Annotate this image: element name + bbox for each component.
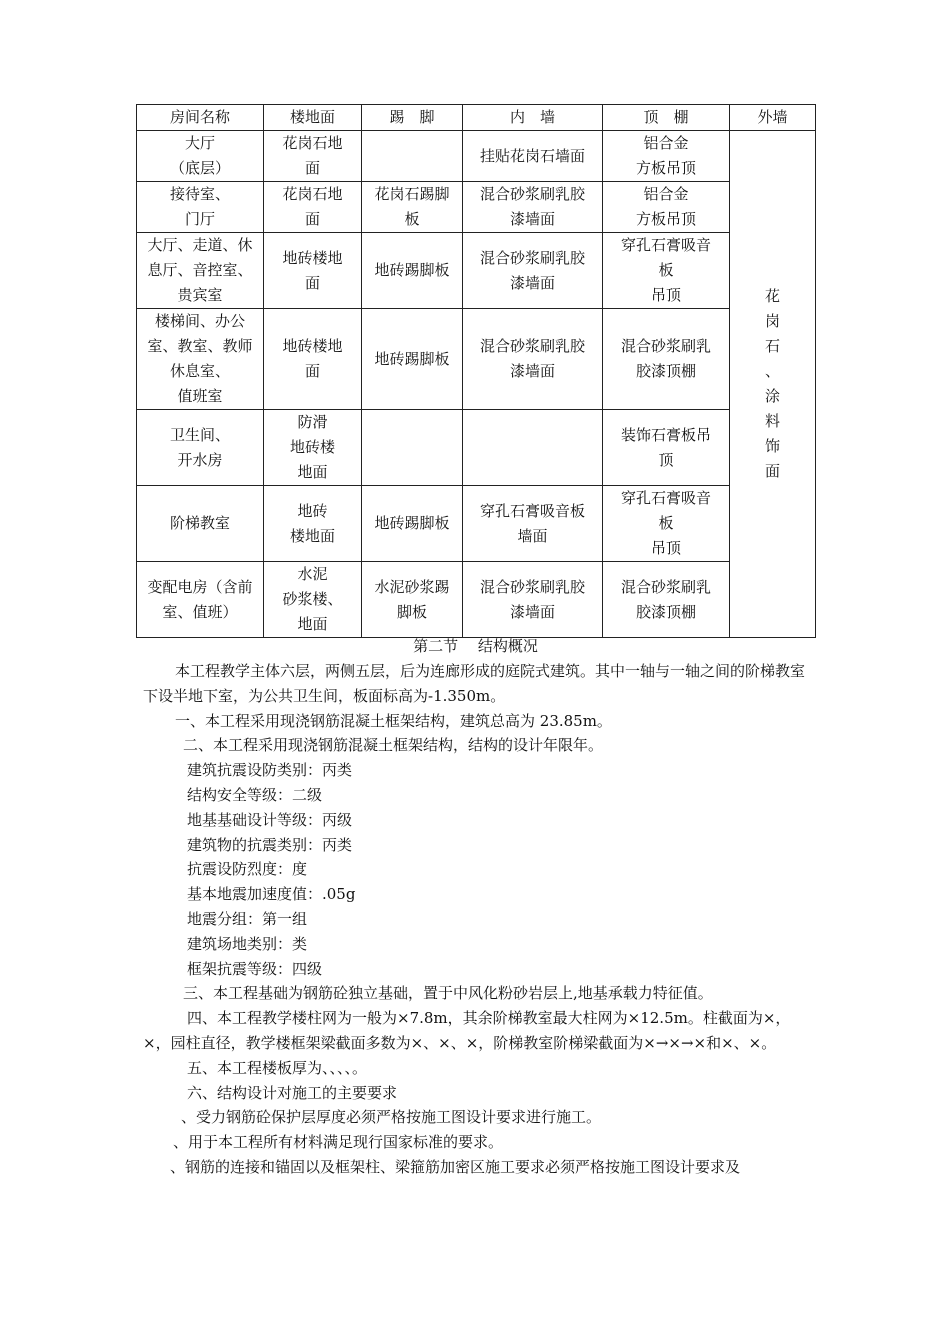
cell-skirting: 地砖踢脚板	[362, 233, 463, 309]
header-skirting: 踢 脚	[362, 105, 463, 131]
cell-interior-wall: 挂贴花岗石墙面	[463, 131, 603, 182]
cell-room-name: 楼梯间、办公 室、教室、教师 休息室、 值班室	[137, 309, 264, 410]
spec-safety-grade: 结构安全等级：二级	[187, 785, 323, 804]
cell-ceiling: 混合砂浆刷乳 胶漆顶棚	[603, 309, 730, 410]
cell-exterior-wall: 花 岗 石 、 涂 料 饰 面	[730, 131, 816, 638]
cell-floor: 花岗石地 面	[264, 131, 362, 182]
table-row	[137, 182, 816, 233]
cell-floor: 地砖楼地 面	[264, 309, 362, 410]
header-ceiling: 顶 棚	[603, 105, 730, 131]
cell-floor: 水泥 砂浆楼、 地面	[264, 562, 362, 638]
header-room-name: 房间名称	[137, 105, 264, 131]
requirement-3: 、钢筋的连接和锚固以及框架柱、梁箍筋加密区施工要求必须严格按施工图设计要求及	[170, 1157, 741, 1176]
structure-overview-text	[143, 659, 811, 1180]
section-title: 第二节 结构概况	[413, 637, 538, 655]
cell-ceiling: 混合砂浆刷乳 胶漆顶棚	[603, 562, 730, 638]
paragraph-item-2: 二、本工程采用现浇钢筋混凝土框架结构，结构的设计年限年。	[183, 736, 604, 755]
cell-skirting: 水泥砂浆踢 脚板	[362, 562, 463, 638]
cell-ceiling: 穿孔石膏吸音 板 吊顶	[603, 486, 730, 562]
table-row	[137, 410, 816, 486]
cell-skirting: 地砖踢脚板	[362, 486, 463, 562]
paragraph-intro: 本工程教学主体六层，两侧五层，后为连廊形成的庭院式建筑。其中一轴与一轴之间的阶梯教室下设半地下室，为公共卫生间，板面标高为-1.350m。	[143, 662, 806, 705]
cell-skirting	[362, 410, 463, 486]
paragraph-item-4: 四、本工程教学楼柱网为一般为×7.8m，其余阶梯教室最大柱网为×12.5m。柱截面为×，×，园柱直径，教学楼框架梁截面多数为×、×、×，阶梯教室阶梯梁截面为×→×→×和×、×。	[143, 1009, 791, 1052]
requirement-2: 、用于本工程所有材料满足现行国家标准的要求。	[173, 1133, 504, 1152]
paragraph-item-1: 一、本工程采用现浇钢筋混凝土框架结构，建筑总高为 23.85m。	[175, 711, 612, 730]
spec-building-seismic-class: 建筑物的抗震类别：丙类	[187, 835, 353, 854]
spec-foundation-grade: 地基基础设计等级：丙级	[187, 810, 353, 829]
cell-room-name: 接待室、 门厅	[137, 182, 264, 233]
cell-floor: 花岗石地 面	[264, 182, 362, 233]
spec-site-category: 建筑场地类别：类	[187, 934, 308, 953]
table-row	[137, 486, 816, 562]
cell-interior-wall: 混合砂浆刷乳胶 漆墙面	[463, 309, 603, 410]
spec-frame-seismic-grade: 框架抗震等级：四级	[187, 959, 323, 978]
cell-room-name: 卫生间、 开水房	[137, 410, 264, 486]
spec-seismic-intensity: 抗震设防烈度：度	[187, 860, 308, 879]
cell-room-name: 大厅、走道、休 息厅、音控室、 贵宾室	[137, 233, 264, 309]
cell-interior-wall: 穿孔石膏吸音板 墙面	[463, 486, 603, 562]
cell-room-name: 阶梯教室	[137, 486, 264, 562]
paragraph-item-5: 五、本工程楼板厚为、、、、。	[187, 1058, 368, 1077]
cell-floor: 地砖 楼地面	[264, 486, 362, 562]
cell-interior-wall: 混合砂浆刷乳胶 漆墙面	[463, 562, 603, 638]
cell-floor: 地砖楼地 面	[264, 233, 362, 309]
table-row	[137, 233, 816, 309]
cell-interior-wall: 混合砂浆刷乳胶 漆墙面	[463, 233, 603, 309]
requirement-1: 、受力钢筋砼保护层厚度必须严格按施工图设计要求进行施工。	[181, 1108, 602, 1127]
cell-ceiling: 铝合金 方板吊顶	[603, 131, 730, 182]
cell-floor: 防滑 地砖楼 地面	[264, 410, 362, 486]
header-interior-wall: 内 墙	[463, 105, 603, 131]
cell-ceiling: 装饰石膏板吊 顶	[603, 410, 730, 486]
header-floor: 楼地面	[264, 105, 362, 131]
table-row	[137, 562, 816, 638]
cell-room-name: 大厅 （底层）	[137, 131, 264, 182]
cell-ceiling: 铝合金 方板吊顶	[603, 182, 730, 233]
paragraph-item-6: 六、结构设计对施工的主要要求	[187, 1083, 398, 1102]
table-row	[137, 131, 816, 182]
cell-room-name: 变配电房（含前 室、值班）	[137, 562, 264, 638]
cell-skirting	[362, 131, 463, 182]
spec-seismic-group: 地震分组：第一组	[187, 909, 308, 928]
spec-seismic-category: 建筑抗震设防类别：丙类	[187, 761, 353, 780]
cell-interior-wall: 混合砂浆刷乳胶 漆墙面	[463, 182, 603, 233]
paragraph-item-3: 三、本工程基础为钢筋砼独立基础，置于中风化粉砂岩层上,地基承载力特征值。	[183, 984, 713, 1003]
table-header-row	[137, 105, 816, 131]
spec-ground-acceleration: 基本地震加速度值：.05g	[187, 885, 356, 904]
cell-ceiling: 穿孔石膏吸音 板 吊顶	[603, 233, 730, 309]
header-exterior-wall: 外墙	[730, 105, 816, 131]
room-finish-table	[136, 104, 816, 638]
cell-skirting: 花岗石踢脚 板	[362, 182, 463, 233]
table-row	[137, 309, 816, 410]
cell-interior-wall	[463, 410, 603, 486]
cell-skirting: 地砖踢脚板	[362, 309, 463, 410]
